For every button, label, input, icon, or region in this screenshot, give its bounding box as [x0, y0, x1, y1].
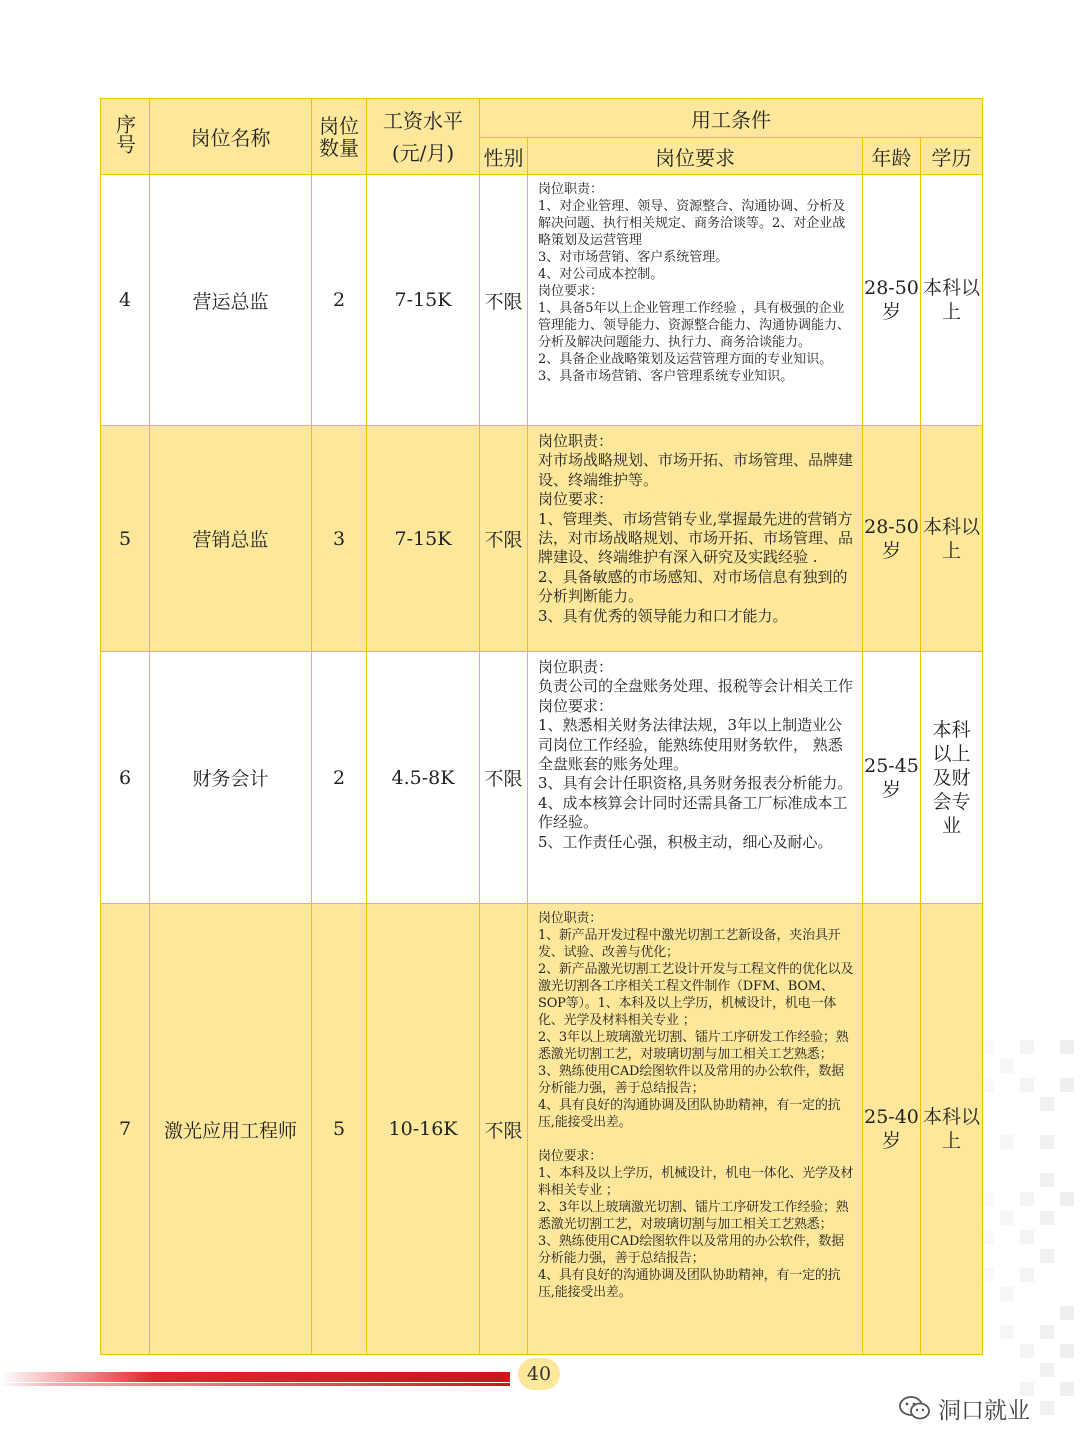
decorative-square [1020, 1078, 1034, 1092]
header-conditions: 用工条件 [480, 99, 983, 138]
decorative-square [1020, 1230, 1034, 1244]
decorative-square [1000, 1211, 1014, 1225]
decorative-square [1040, 1325, 1054, 1339]
header-salary: 工资水平(元/月) [367, 99, 480, 175]
cell-age: 28-50岁 [863, 426, 921, 652]
decorative-square [1060, 1078, 1074, 1092]
decorative-square [1040, 1097, 1054, 1111]
header-name: 岗位名称 [150, 99, 312, 175]
wechat-icon [898, 1395, 932, 1421]
cell-name: 营运总监 [150, 175, 312, 426]
cell-age: 28-50岁 [863, 175, 921, 426]
header-seq: 序号 [101, 99, 150, 175]
table-row [101, 426, 983, 652]
cell-name: 财务会计 [150, 652, 312, 904]
decorative-square [1040, 1249, 1054, 1263]
cell-salary: 7-15K [367, 426, 480, 652]
cell-gender: 不限 [480, 652, 528, 904]
decorative-square [1000, 1059, 1014, 1073]
cell-age: 25-40岁 [863, 904, 921, 1355]
cell-gender: 不限 [480, 426, 528, 652]
cell-seq: 6 [101, 652, 150, 904]
header-education: 学历 [921, 138, 983, 175]
decorative-square [1020, 1344, 1034, 1358]
decorative-squares [980, 1040, 1080, 1420]
cell-seq: 5 [101, 426, 150, 652]
cell-name: 营销总监 [150, 426, 312, 652]
header-requirements: 岗位要求 [528, 138, 863, 175]
decorative-square [1060, 1306, 1074, 1320]
table-row [101, 904, 983, 1355]
cell-requirements: 岗位职责： 1、新产品开发过程中激光切割工艺新设备，夹治具开发、试验、改善与优化； 2、新产品激光切割工艺设计开发与工程文件的优化以及激光切割各工序相关工程文件制作（DFM、BOM、SOP等）。1、本科及以上学历，机械设计，机电一体化、光学及材料相关专业 ； 2、3年以上玻璃激光切割、镭片工序研发工作经验；熟悉激光切割工艺，对玻璃切割与加工相关工艺熟悉； 3、熟练使用CAD绘图软件以及常用的办公软件，数据分析能力强，善于总结报告； 4、具有良好的沟通协调及团队协助精神，有一定的抗压,能接受出差。 岗位要求： 1、本科及以上学历，机械设计，机电一体化、光学及材料相关专业 ； 2、3年以上玻璃激光切割、镭片工序研发工作经验；熟悉激光切割工艺，对玻璃切割与加工相关工艺熟悉； 3、熟练使用CAD绘图软件以及常用的办公软件，数据分析能力强，善于总结报告； 4、具有良好的沟通协调及团队协助精神，有一定的抗压,能接受出差。 [528, 904, 863, 1355]
brand-watermark [898, 1392, 1030, 1424]
decorative-square [1040, 1211, 1054, 1225]
decorative-square [1060, 1192, 1074, 1206]
header-count: 岗位数量 [312, 99, 367, 175]
brand-text: 洞口就业 [938, 1397, 1030, 1424]
header-age: 年龄 [863, 138, 921, 175]
decorative-square [1020, 1040, 1034, 1054]
cell-education: 本科以上 [921, 175, 983, 426]
decorative-square [1020, 1268, 1034, 1282]
decorative-square [1040, 1401, 1054, 1415]
cell-salary: 10-16K [367, 904, 480, 1355]
cell-requirements: 岗位职责： 1、对企业管理、领导、资源整合、沟通协调、分析及解决问题、执行相关规定、商务洽谈等。2、对企业战略策划及运营管理 3、对市场营销、客户系统管理。 4、对公司成本控制。 岗位要求： 1、具备5年以上企业管理工作经验 ，具有极强的企业管理能力、领导能力、资源整合能力、沟通协调能力、分析及解决问题能力、执行力、商务洽谈能力。 2、具备企业战略策划及运营管理方面的专业知识。 3、具备市场营销、客户管理系统专业知识。 [528, 175, 863, 426]
cell-requirements: 岗位职责： 负责公司的全盘账务处理、报税等会计相关工作 岗位要求： 1、熟悉相关财务法律法规，3年以上制造业公司岗位工作经验，能熟练使用财务软件， 熟悉全盘账套的账务处理。 3、具有会计任职资格,具务财务报表分析能力。 4、成本核算会计同时还需具备工厂标准成本工作经验。 5、工作责任心强，积极主动，细心及耐心。 [528, 652, 863, 904]
cell-requirements: 岗位职责： 对市场战略规划、市场开拓、市场管理、品牌建设、终端维护等。 岗位要求： 1、管理类、市场营销专业,掌握最先进的营销方法，对市场战略规划、市场开拓、市场管理、品牌建设、终端维护有深入研究及实践经验 . 2、具备敏感的市场感知、对市场信息有独到的分析判断能力。 3、具有优秀的领导能力和口才能力。 [528, 426, 863, 652]
decorative-square [1040, 1363, 1054, 1377]
cell-salary: 7-15K [367, 175, 480, 426]
decorative-square [1040, 1135, 1054, 1149]
decorative-square [1060, 1382, 1074, 1396]
decorative-square [1060, 1040, 1074, 1054]
decorative-square [1040, 1173, 1054, 1187]
decorative-square [1000, 1135, 1014, 1149]
cell-count: 2 [312, 652, 367, 904]
job-listing-table [100, 98, 983, 1355]
cell-name: 激光应用工程师 [150, 904, 312, 1355]
cell-seq: 4 [101, 175, 150, 426]
decorative-square [1020, 1192, 1034, 1206]
cell-count: 5 [312, 904, 367, 1355]
cell-count: 3 [312, 426, 367, 652]
decorative-square [1000, 1325, 1014, 1339]
cell-seq: 7 [101, 904, 150, 1355]
decorative-square [1060, 1344, 1074, 1358]
cell-count: 2 [312, 175, 367, 426]
cell-gender: 不限 [480, 904, 528, 1355]
decorative-square [1000, 1287, 1014, 1301]
cell-education: 本科以上 [921, 426, 983, 652]
header-gender: 性别 [480, 138, 528, 175]
cell-gender: 不限 [480, 175, 528, 426]
cell-salary: 4.5-8K [367, 652, 480, 904]
cell-age: 25-45岁 [863, 652, 921, 904]
cell-education: 本科以上及财会专业 [921, 652, 983, 904]
footer-red-bar [0, 1372, 510, 1382]
footer-red-line [0, 1383, 510, 1386]
page-number: 40 [518, 1358, 560, 1390]
cell-education: 本科以上 [921, 904, 983, 1355]
table-row [101, 175, 983, 426]
table-row [101, 652, 983, 904]
